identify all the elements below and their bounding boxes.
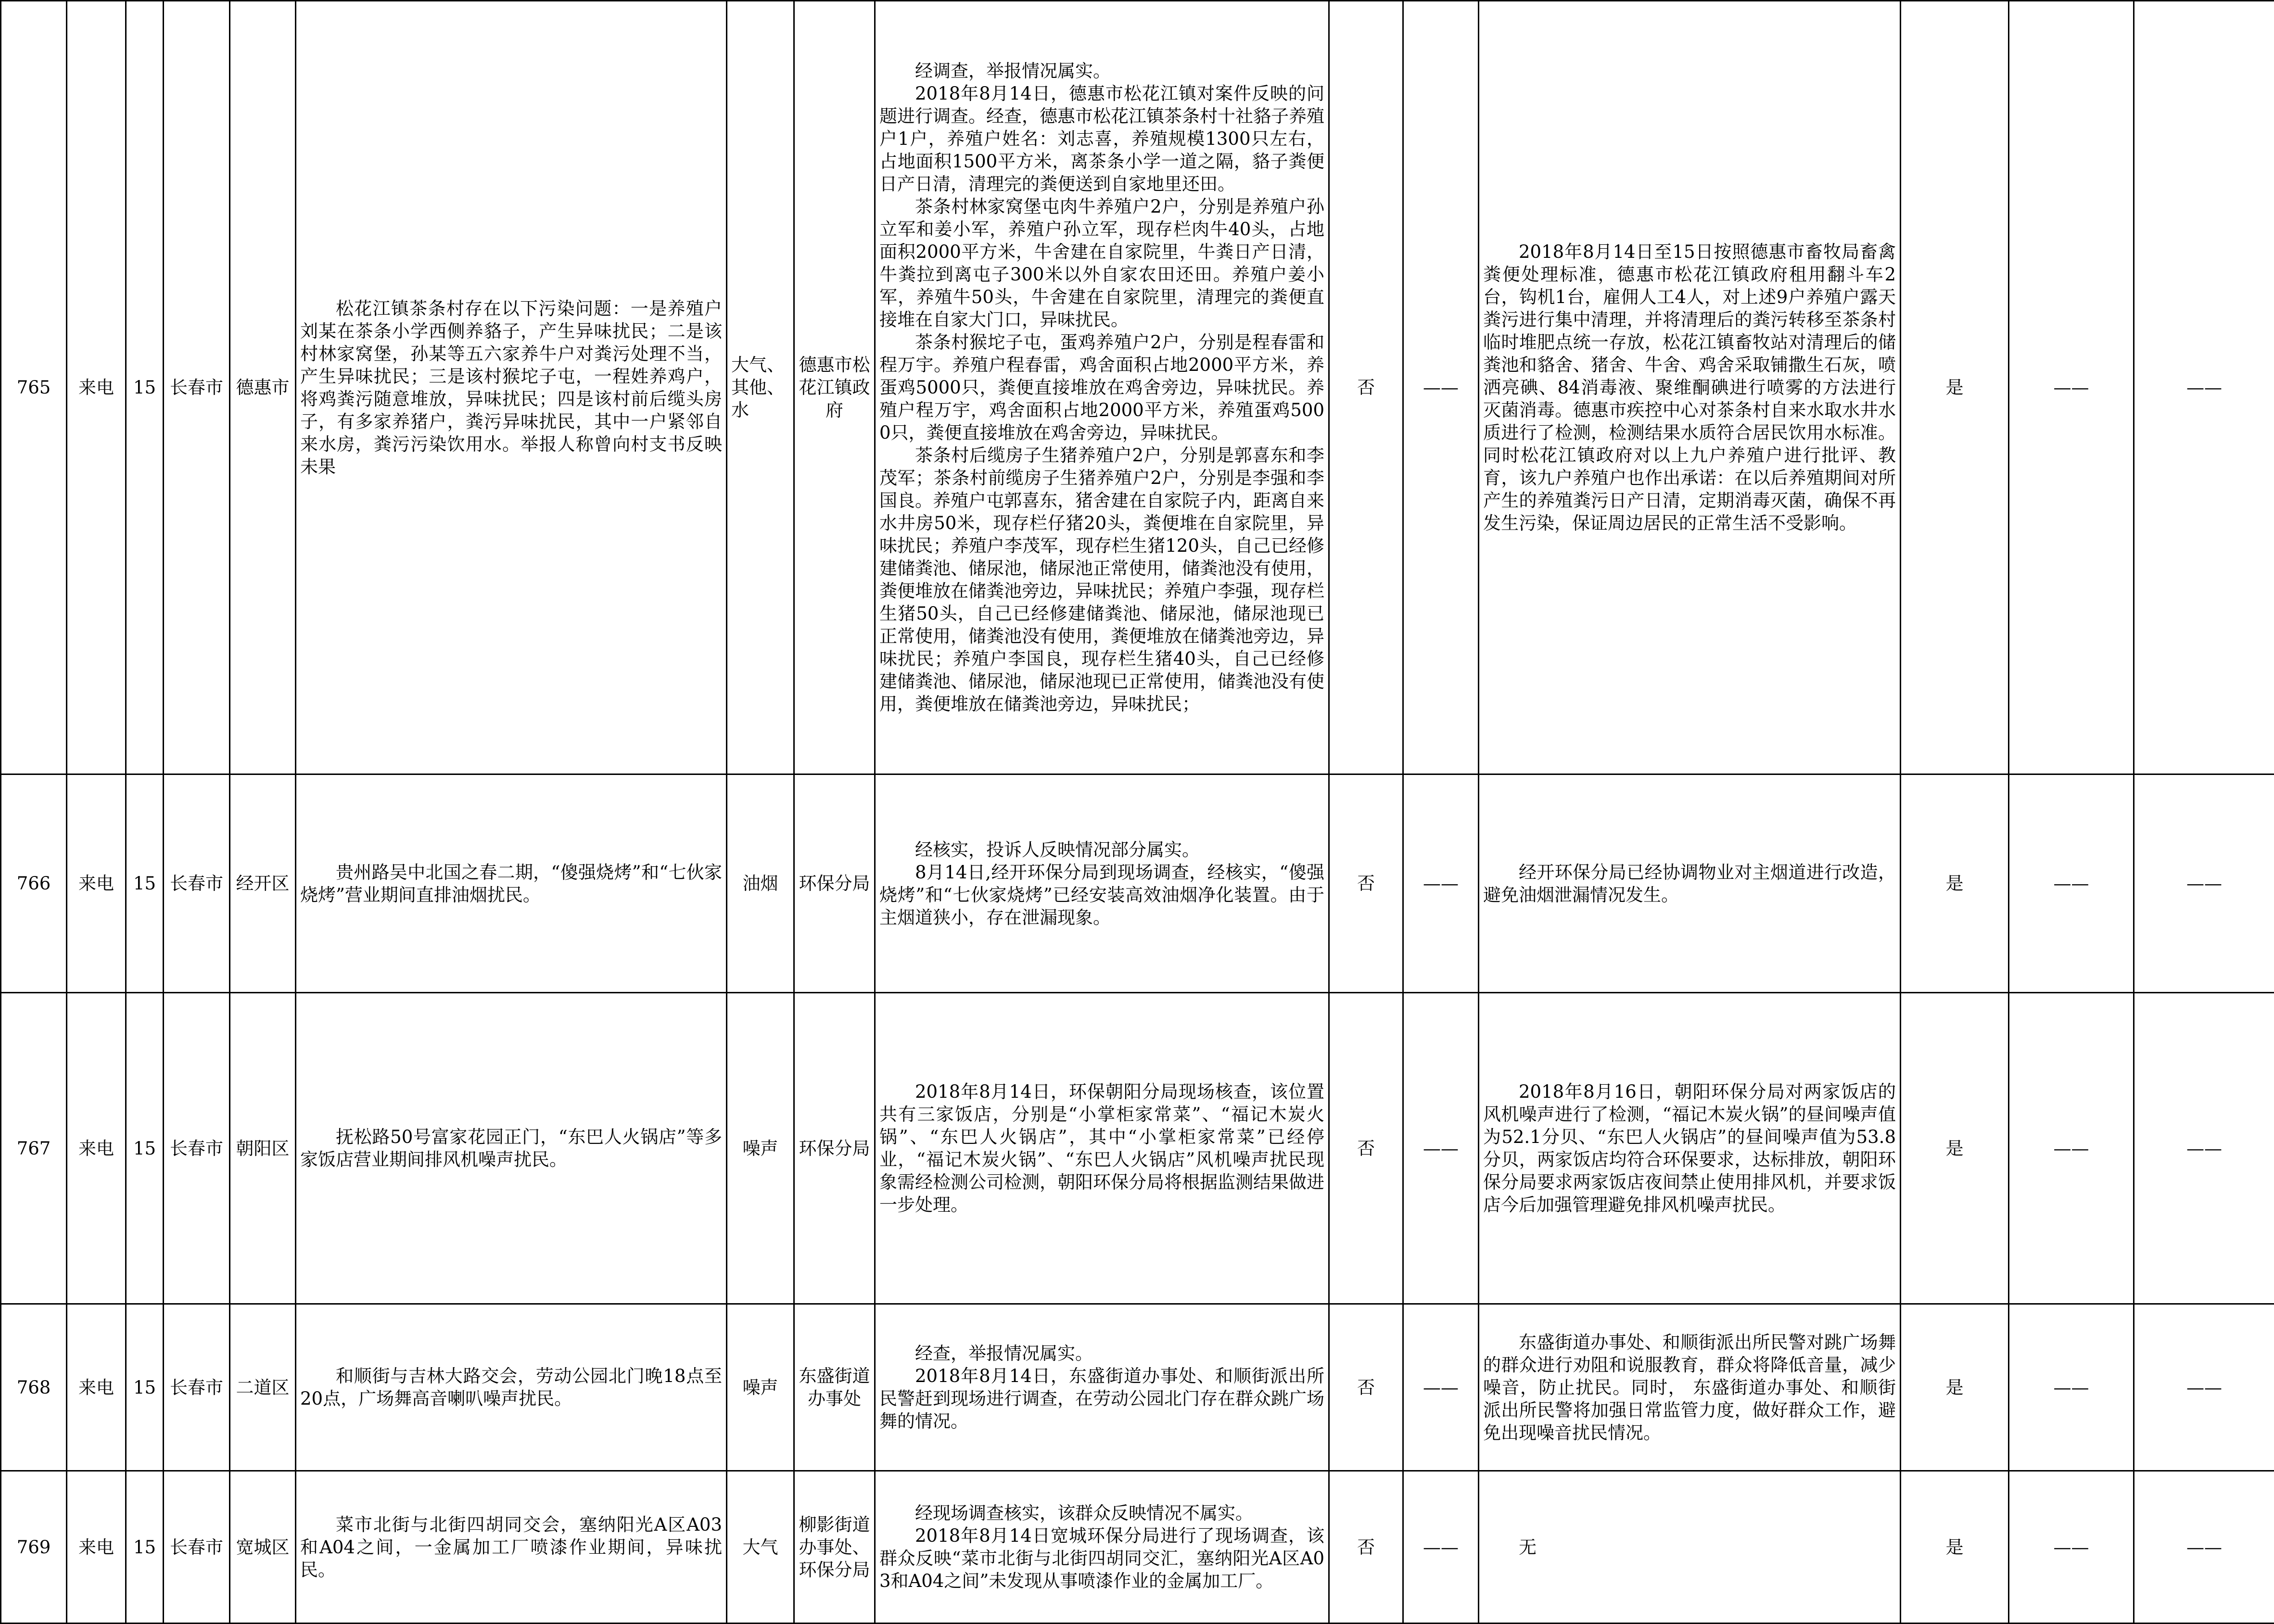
findings-paragraph: 茶条村后缆房子生猪养殖户2户，分别是郭喜东和李茂军；茶条村前缆房子生猪养殖户2户，分别是李强和李国良。养殖户屯郭喜东，猪舍建在自家院子内，距离自来水井房50米，现存栏仔猪20头，粪便堆在自家院里，异味扰民；养殖户李茂军，现存栏生猪120头，自己已经修建储粪池、储尿池，储尿池正常使用，储粪池没有使用，粪便堆放在储粪池旁边，异味扰民；养殖户李强，现存栏生猪50头，自己已经修建储粪池、储尿池，储尿池现已正常使用，储粪池没有使用，粪便堆放在储粪池旁边，异味扰民；养殖户李国良，现存栏生猪40头，自己已经修建储粪池、储尿池，储尿池现已正常使用，储粪池没有使用，粪便堆放在储粪池旁边，异味扰民； [879,444,1324,715]
district-cell: 德惠市 [230,1,296,774]
remark-cell-a: —— [2009,993,2134,1304]
complaint-cell [296,774,727,993]
complaint-text: 菜市北街与北街四胡同交会，塞纳阳光A区A03和A04之间，一金属加工厂喷漆作业期间，异味扰民。 [300,1513,722,1581]
rectification-cell [1479,1,1901,774]
table-row [1,993,2274,1304]
batch-cell: 15 [126,993,164,1304]
handler-cell: 环保分局 [794,774,875,993]
case-number-cell: 768 [1,1304,67,1471]
findings-cell [875,1,1329,774]
source-cell: 来电 [67,774,126,993]
accountability-cell: —— [1403,1,1479,774]
findings-paragraph: 8月14日,经开环保分局到现场调查，经核实，“傻强烧烤”和“七伙家烧烤”已经安装高效油烟净化装置。由于主烟道狭小，存在泄漏现象。 [879,861,1324,929]
complaint-cell [296,1471,727,1624]
district-cell: 朝阳区 [230,993,296,1304]
remark-cell-a: —— [2009,774,2134,993]
responsibility-cell: 否 [1329,774,1403,993]
findings-paragraph: 2018年8月14日，环保朝阳分局现场核查，该位置共有三家饭店，分别是“小掌柜家常菜”、“福记木炭火锅”、“东巴人火锅店”，其中“小掌柜家常菜”已经停业，“福记木炭火锅”、“东巴人火锅店”风机噪声扰民现象需经检测公司检测，朝阳环保分局将根据监测结果做进一步处理。 [879,1080,1324,1216]
district-cell: 二道区 [230,1304,296,1471]
source-cell: 来电 [67,1,126,774]
accountability-cell: —— [1403,1304,1479,1471]
rectification-text: 东盛街道办事处、和顺街派出所民警对跳广场舞的群众进行劝阻和说服教育，群众将降低音量，减少噪音，防止扰民。同时， 东盛街道办事处、和顺街派出所民警将加强日常监管力度，做好群众工作，避免出现噪音扰民情况。 [1483,1331,1896,1444]
findings-paragraph: 2018年8月14日，德惠市松花江镇对案件反映的问题进行调查。经查，德惠市松花江镇茶条村十社貉子养殖户1户，养殖户姓名：刘志喜，养殖规模1300只左右，占地面积1500平方米，离茶条小学一道之隔，貉子粪便日产日清，清理完的粪便送到自家地里还田。 [879,82,1324,195]
findings-cell [875,774,1329,993]
complaint-text: 松花江镇茶条村存在以下污染问题：一是养殖户刘某在茶条小学西侧养貉子，产生异味扰民；二是该村林家窝堡，孙某等五六家养牛户对粪污处理不当，产生异味扰民；三是该村猴坨子屯，一程姓养鸡户，将鸡粪污随意堆放，异味扰民；四是该村前后缆头房子，有多家养猪户，粪污异味扰民，其中一户紧邻自来水房，粪污污染饮用水。举报人称曾向村支书反映未果 [300,297,722,478]
pollution-type-cell: 油烟 [727,774,794,993]
findings-cell [875,1471,1329,1624]
handler-cell: 东盛街道办事处 [794,1304,875,1471]
case-number-cell: 765 [1,1,67,774]
complaint-text: 贵州路吴中北国之春二期，“傻强烧烤”和“七伙家烧烤”营业期间直排油烟扰民。 [300,861,722,906]
remark-cell-b: —— [2134,1,2274,774]
rectification-text: 经开环保分局已经协调物业对主烟道进行改造，避免油烟泄漏情况发生。 [1483,861,1896,906]
city-cell: 长春市 [164,1471,230,1624]
findings-paragraph: 茶条村猴坨子屯，蛋鸡养殖户2户，分别是程春雷和程万宇。养殖户程春雷，鸡舍面积占地2000平方米，养蛋鸡5000只，粪便直接堆放在鸡舍旁边，异味扰民。养殖户程万宇，鸡舍面积占地2000平方米，养殖蛋鸡5000只，粪便直接堆放在鸡舍旁边，异味扰民。 [879,331,1324,444]
remark-cell-a: —— [2009,1304,2134,1471]
complaint-cell [296,1,727,774]
pollution-type-cell: 噪声 [727,1304,794,1471]
findings-cell [875,1304,1329,1471]
case-number-cell: 766 [1,774,67,993]
rectification-text: 2018年8月16日，朝阳环保分局对两家饭店的风机噪声进行了检测，“福记木炭火锅”的昼间噪声值为52.1分贝、“东巴人火锅店”的昼间噪声值为53.8分贝，两家饭店均符合环保要求，达标排放，朝阳环保分局要求两家饭店夜间禁止使用排风机，并要求饭店今后加强管理避免排风机噪声扰民。 [1483,1080,1896,1216]
source-cell: 来电 [67,1471,126,1624]
findings-paragraph: 茶条村林家窝堡屯肉牛养殖户2户，分别是养殖户孙立军和姜小军，养殖户孙立军，现存栏肉牛40头，占地面积2000平方米，牛舍建在自家院里，牛粪日产日清，牛粪拉到离屯子300米以外自家农田还田。养殖户姜小军，养殖牛50头，牛舍建在自家院里，清理完的粪便直接堆在自家大门口，异味扰民。 [879,195,1324,331]
findings-paragraph: 经调查，举报情况属实。 [879,60,1324,82]
remark-cell-b: —— [2134,1471,2274,1624]
complaint-cell [296,993,727,1304]
handler-cell: 环保分局 [794,993,875,1304]
findings-cell [875,993,1329,1304]
handler-cell: 柳影街道办事处、环保分局 [794,1471,875,1624]
complaint-text: 抚松路50号富家花园正门，“东巴人火锅店”等多家饭店营业期间排风机噪声扰民。 [300,1126,722,1171]
rectification-cell [1479,1471,1901,1624]
table-row [1,1471,2274,1624]
remark-cell-a: —— [2009,1,2134,774]
source-cell: 来电 [67,993,126,1304]
table-row [1,1,2274,774]
accountability-cell: —— [1403,993,1479,1304]
pollution-type-cell: 噪声 [727,993,794,1304]
city-cell: 长春市 [164,1304,230,1471]
findings-paragraph: 经查，举报情况属实。 [879,1342,1324,1365]
case-number-cell: 769 [1,1471,67,1624]
rectification-text: 2018年8月14日至15日按照德惠市畜牧局畜禽粪便处理标准，德惠市松花江镇政府租用翻斗车2台，钩机1台，雇佣人工4人，对上述9户养殖户露天粪污进行集中清理，并将清理后的粪污转移至茶条村临时堆肥点统一存放，松花江镇畜牧站对清理后的储粪池和貉舍、猪舍、牛舍、鸡舍采取铺撒生石灰，喷洒亮碘、84消毒液、聚维酮碘进行喷雾的方法进行灭菌消毒。德惠市疾控中心对茶条村自来水取水井水质进行了检测，检测结果水质符合居民饮用水标准。同时松花江镇政府对以上九户养殖户进行批评、教育，该九户养殖户也作出承诺：在以后养殖期间对所产生的养殖粪污日产日清，定期消毒灭菌，确保不再发生污染，保证周边居民的正常生活不受影响。 [1483,241,1896,534]
findings-paragraph: 2018年8月14日宽城环保分局进行了现场调查，该群众反映“菜市北街与北街四胡同交汇，塞纳阳光A区A03和A04之间”未发现从事喷漆作业的金属加工厂。 [879,1524,1324,1592]
findings-paragraph: 经核实，投诉人反映情况部分属实。 [879,838,1324,861]
accountability-cell: —— [1403,1471,1479,1624]
rectification-cell [1479,774,1901,993]
complaint-cell [296,1304,727,1471]
responsibility-cell: 否 [1329,993,1403,1304]
responsibility-cell: 否 [1329,1,1403,774]
city-cell: 长春市 [164,993,230,1304]
batch-cell: 15 [126,1304,164,1471]
closed-cell: 是 [1901,774,2009,993]
closed-cell: 是 [1901,1,2009,774]
rectification-text: 无 [1483,1536,1896,1559]
city-cell: 长春市 [164,774,230,993]
responsibility-cell: 否 [1329,1471,1403,1624]
findings-paragraph: 经现场调查核实，该群众反映情况不属实。 [879,1502,1324,1524]
pollution-type-cell: 大气、其他、水 [727,1,794,774]
case-number-cell: 767 [1,993,67,1304]
accountability-cell: —— [1403,774,1479,993]
closed-cell: 是 [1901,1471,2009,1624]
complaint-text: 和顺街与吉林大路交会，劳动公园北门晚18点至20点，广场舞高音喇叭噪声扰民。 [300,1365,722,1410]
city-cell: 长春市 [164,1,230,774]
table-row [1,774,2274,993]
handler-cell: 德惠市松花江镇政府 [794,1,875,774]
rectification-cell [1479,993,1901,1304]
pollution-type-cell: 大气 [727,1471,794,1624]
table-row [1,1304,2274,1471]
responsibility-cell: 否 [1329,1304,1403,1471]
closed-cell: 是 [1901,1304,2009,1471]
remark-cell-b: —— [2134,774,2274,993]
source-cell: 来电 [67,1304,126,1471]
closed-cell: 是 [1901,993,2009,1304]
batch-cell: 15 [126,1,164,774]
remark-cell-b: —— [2134,993,2274,1304]
district-cell: 宽城区 [230,1471,296,1624]
rectification-cell [1479,1304,1901,1471]
findings-paragraph: 2018年8月14日，东盛街道办事处、和顺街派出所民警赶到现场进行调查，在劳动公园北门存在群众跳广场舞的情况。 [879,1365,1324,1433]
batch-cell: 15 [126,1471,164,1624]
batch-cell: 15 [126,774,164,993]
remark-cell-b: —— [2134,1304,2274,1471]
remark-cell-a: —— [2009,1471,2134,1624]
district-cell: 经开区 [230,774,296,993]
